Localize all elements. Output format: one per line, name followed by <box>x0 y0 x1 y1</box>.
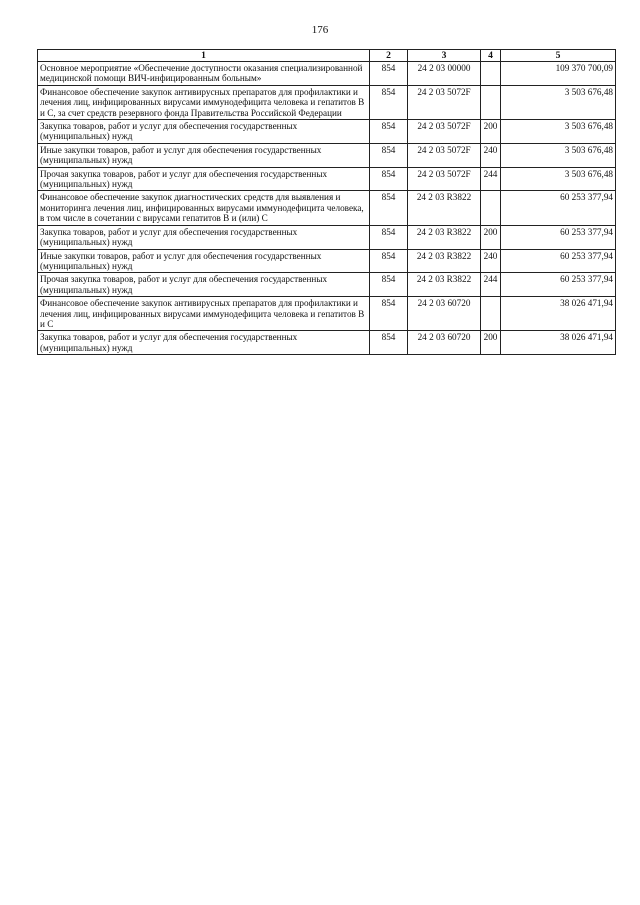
row-description: Прочая закупка товаров, работ и услуг для обеспечения государственных (муниципальных) нужд <box>38 167 370 191</box>
row-vr-code: 200 <box>481 120 501 144</box>
table-body <box>38 62 616 355</box>
row-grbs-code: 854 <box>370 297 408 331</box>
row-vr-code <box>481 85 501 119</box>
row-vr-code: 240 <box>481 143 501 167</box>
row-csr-code: 24 2 03 R3822 <box>408 273 481 297</box>
row-vr-code <box>481 62 501 86</box>
row-csr-code: 24 2 03 5072F <box>408 143 481 167</box>
row-csr-code: 24 2 03 60720 <box>408 297 481 331</box>
row-grbs-code: 854 <box>370 249 408 273</box>
row-amount: 38 026 471,94 <box>501 297 616 331</box>
row-grbs-code: 854 <box>370 225 408 249</box>
column-header-5: 5 <box>501 50 616 62</box>
row-grbs-code: 854 <box>370 331 408 355</box>
row-amount: 109 370 700,09 <box>501 62 616 86</box>
row-amount: 38 026 471,94 <box>501 331 616 355</box>
row-vr-code <box>481 191 501 225</box>
table-row <box>38 62 616 86</box>
table-row <box>38 120 616 144</box>
page-number: 176 <box>311 24 329 36</box>
row-description: Закупка товаров, работ и услуг для обеспечения государственных (муниципальных) нужд <box>38 331 370 355</box>
row-csr-code: 24 2 03 R3822 <box>408 249 481 273</box>
table-row <box>38 249 616 273</box>
row-csr-code: 24 2 03 00000 <box>408 62 481 86</box>
row-vr-code: 200 <box>481 225 501 249</box>
row-description: Закупка товаров, работ и услуг для обеспечения государственных (муниципальных) нужд <box>38 225 370 249</box>
row-vr-code: 244 <box>481 273 501 297</box>
row-csr-code: 24 2 03 R3822 <box>408 225 481 249</box>
row-vr-code <box>481 297 501 331</box>
row-description: Иные закупки товаров, работ и услуг для обеспечения государственных (муниципальных) нужд <box>38 143 370 167</box>
row-amount: 3 503 676,48 <box>501 85 616 119</box>
row-grbs-code: 854 <box>370 120 408 144</box>
row-vr-code: 200 <box>481 331 501 355</box>
row-amount: 60 253 377,94 <box>501 273 616 297</box>
table-header-row <box>38 50 616 62</box>
row-grbs-code: 854 <box>370 85 408 119</box>
table-row <box>38 273 616 297</box>
table-row <box>38 225 616 249</box>
row-amount: 3 503 676,48 <box>501 120 616 144</box>
row-csr-code: 24 2 03 60720 <box>408 331 481 355</box>
table-row <box>38 143 616 167</box>
column-header-3: 3 <box>408 50 481 62</box>
column-header-4: 4 <box>481 50 501 62</box>
row-description: Финансовое обеспечение закупок диагностических средств для выявления и мониторинга лечения лиц, инфицированных вирусами иммунодефицита человека, в том числе в сочетании с вирусами гепатитов В и (или) С <box>38 191 370 225</box>
budget-table <box>37 49 616 355</box>
row-description: Финансовое обеспечение закупок антивирусных препаратов для профилактики и лечения лиц, инфицированных вирусами иммунодефицита человека и гепатитов В и С <box>38 297 370 331</box>
row-csr-code: 24 2 03 5072F <box>408 167 481 191</box>
row-grbs-code: 854 <box>370 167 408 191</box>
table-row <box>38 167 616 191</box>
row-amount: 3 503 676,48 <box>501 143 616 167</box>
row-description: Иные закупки товаров, работ и услуг для обеспечения государственных (муниципальных) нужд <box>38 249 370 273</box>
row-grbs-code: 854 <box>370 191 408 225</box>
table-row <box>38 297 616 331</box>
row-amount: 60 253 377,94 <box>501 249 616 273</box>
row-grbs-code: 854 <box>370 143 408 167</box>
row-vr-code: 240 <box>481 249 501 273</box>
row-csr-code: 24 2 03 5072F <box>408 85 481 119</box>
row-amount: 60 253 377,94 <box>501 191 616 225</box>
row-vr-code: 244 <box>481 167 501 191</box>
row-description: Прочая закупка товаров, работ и услуг для обеспечения государственных (муниципальных) нужд <box>38 273 370 297</box>
column-header-2: 2 <box>370 50 408 62</box>
row-amount: 60 253 377,94 <box>501 225 616 249</box>
row-grbs-code: 854 <box>370 273 408 297</box>
row-description: Закупка товаров, работ и услуг для обеспечения государственных (муниципальных) нужд <box>38 120 370 144</box>
row-description: Финансовое обеспечение закупок антивирусных препаратов для профилактики и лечения лиц, инфицированных вирусами иммунодефицита человека и гепатитов В и С, за счет средств резервного фонда Правительства Российской Федерации <box>38 85 370 119</box>
row-csr-code: 24 2 03 5072F <box>408 120 481 144</box>
row-description: Основное мероприятие «Обеспечение доступности оказания специализированной медицинской помощи ВИЧ-инфицированным больным» <box>38 62 370 86</box>
table-row <box>38 191 616 225</box>
column-header-1: 1 <box>38 50 370 62</box>
row-csr-code: 24 2 03 R3822 <box>408 191 481 225</box>
table-row <box>38 331 616 355</box>
table-row <box>38 85 616 119</box>
row-grbs-code: 854 <box>370 62 408 86</box>
row-amount: 3 503 676,48 <box>501 167 616 191</box>
